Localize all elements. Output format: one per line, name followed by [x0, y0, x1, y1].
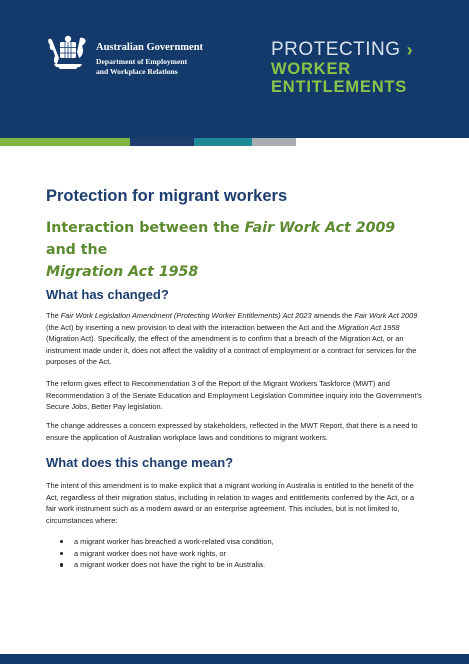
- bullet-icon: [60, 540, 63, 543]
- government-title: Australian Government: [96, 42, 204, 53]
- section-heading-what-changed: What has changed?: [46, 287, 169, 302]
- program-brand: [271, 40, 451, 96]
- header-banner: [0, 0, 469, 138]
- list-item-text: a migrant worker does not have work rights, or: [74, 548, 226, 558]
- circumstances-list: [60, 536, 420, 571]
- list-item: [60, 559, 420, 571]
- subtitle-act-1: Fair Work Act 2009: [244, 220, 396, 236]
- bullet-icon: [60, 552, 63, 555]
- brand-protecting: PROTECTING: [271, 39, 401, 60]
- list-item: [60, 536, 420, 548]
- act-name: Migration Act 1958: [338, 322, 400, 332]
- title-block: [46, 186, 426, 283]
- subtitle-act-2: Migration Act 1958: [46, 264, 199, 280]
- department-line-2: and Workplace Relations: [96, 67, 178, 76]
- page-subtitle: [46, 217, 426, 283]
- accent-stripe-navy: [130, 138, 194, 146]
- list-item-text: a migrant worker has breached a work-related visa condition,: [74, 537, 274, 546]
- text-run: amends the: [311, 311, 355, 320]
- paragraph-concern: The change addresses a concern expressed by stakeholders, reflected in the MWT Report, that there is a need to ensure the application of Australian workplace laws and conditions to migrant workers.: [46, 421, 418, 442]
- accent-stripe-teal: [194, 138, 252, 146]
- footer-bar: [0, 654, 469, 664]
- department-line-1: Department of Employment: [96, 57, 188, 66]
- text-run: The: [46, 311, 61, 320]
- brand-line-1: [271, 40, 451, 60]
- text-run: (Migration Act). Specifically, the effect of the amendment is to confirm that a breach of the Migration Act, or an instrument made under it, does not affect the validity of a contract of employment or a contract for services for the purposes of the Act.: [46, 334, 417, 367]
- act-name: Fair Work Legislation Amendment (Protecting Worker Entitlements) Act 2023: [60, 311, 312, 320]
- government-logo-text: [96, 42, 203, 77]
- list-item-text: a migrant worker does not have the right to be in Australia.: [74, 560, 266, 570]
- chevron-right-icon: ›: [406, 40, 414, 60]
- page-title: Protection for migrant workers: [46, 187, 288, 205]
- text-run: (the Act) by inserting a new provision to deal with the interaction between the Act and the: [46, 322, 339, 332]
- paragraph-intent: The intent of this amendment is to make explicit that a migrant working in Australia is entitled to the benefit of the Act, regardless of their migration status, including in relation to wages and entitlements conferred by the Act, or a fair work instrument such as a modern award or an enterprise agreement. This includes, but is not limited to, circumstances where:: [46, 481, 415, 525]
- accent-stripe-green: [0, 138, 130, 146]
- paragraph-amendment: [46, 310, 426, 368]
- act-name: Fair Work Act 2009: [354, 311, 418, 320]
- list-item: [60, 548, 420, 560]
- accent-stripe-grey: [252, 138, 296, 146]
- subtitle-part-2: and the: [46, 242, 108, 258]
- subtitle-part-1: Interaction between the: [46, 220, 245, 236]
- bullet-icon: [60, 563, 63, 566]
- department-name: [96, 57, 203, 77]
- coat-of-arms-icon: [46, 34, 90, 70]
- brand-line-3: ENTITLEMENTS: [271, 78, 408, 96]
- brand-line-2: WORKER: [271, 60, 351, 78]
- paragraph-recommendation: The reform gives effect to Recommendation 3 of the Report of the Migrant Workers Taskforce (MWT) and Recommendation 3 of the Senate Education and Employment Legislation Committee inquiry into the Government’s Secure Jobs, Better Pay legislation.: [46, 379, 422, 412]
- section-heading-what-it-means: What does this change mean?: [46, 455, 234, 470]
